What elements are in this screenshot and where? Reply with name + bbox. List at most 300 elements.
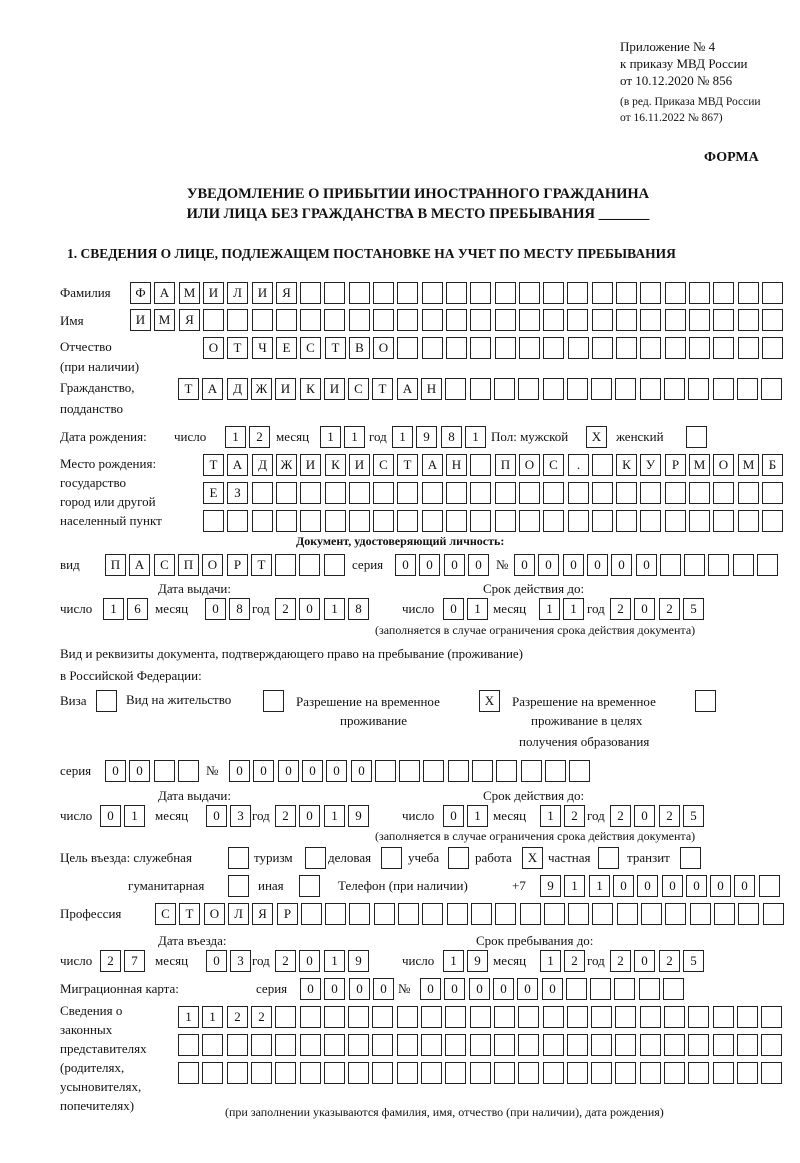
res-number-cell[interactable]	[472, 760, 493, 782]
id-valid-day-cell[interactable]: 1	[467, 598, 488, 620]
name-cell[interactable]	[252, 309, 273, 331]
entry-year-cell[interactable]: 1	[324, 950, 345, 972]
name-cell[interactable]	[373, 309, 394, 331]
citizenship-cell[interactable]: А	[397, 378, 418, 400]
phone-cell[interactable]: 0	[686, 875, 707, 897]
birth-place-1-cell[interactable]	[592, 454, 613, 476]
birth-day-cell[interactable]: 2	[249, 426, 270, 448]
citizenship-cell[interactable]	[640, 378, 661, 400]
patronymic-cell[interactable]: Ч	[252, 337, 273, 359]
reps-2-cell[interactable]	[761, 1034, 782, 1056]
reps-1-cell[interactable]	[713, 1006, 734, 1028]
birth-place-2-cell[interactable]	[422, 482, 443, 504]
birth-place-2-cell[interactable]	[640, 482, 661, 504]
entry-day-cell[interactable]: 2	[100, 950, 121, 972]
res-number-cell[interactable]	[545, 760, 566, 782]
id-issue-month-cell[interactable]: 8	[229, 598, 250, 620]
birth-year-cell[interactable]: 1	[465, 426, 486, 448]
name-cell[interactable]	[567, 309, 588, 331]
reps-3-cell[interactable]	[421, 1062, 442, 1084]
birth-place-2-cell[interactable]: Е	[203, 482, 224, 504]
citizenship-cell[interactable]	[494, 378, 515, 400]
birth-place-2-cell[interactable]	[397, 482, 418, 504]
citizenship-cell[interactable]	[761, 378, 782, 400]
birth-place-3-cell[interactable]	[495, 510, 516, 532]
birth-place-2-cell[interactable]	[495, 482, 516, 504]
stay-month-cell[interactable]: 2	[564, 950, 585, 972]
reps-3-cell[interactable]	[567, 1062, 588, 1084]
name-cell[interactable]: Я	[179, 309, 200, 331]
reps-1-cell[interactable]	[397, 1006, 418, 1028]
res-number-cell[interactable]	[521, 760, 542, 782]
mig-series-cell[interactable]: 0	[373, 978, 394, 1000]
reps-2-cell[interactable]	[178, 1034, 199, 1056]
profession-cell[interactable]	[349, 903, 370, 925]
reps-1-cell[interactable]	[761, 1006, 782, 1028]
phone-cell[interactable]: 0	[734, 875, 755, 897]
entry-year-cell[interactable]: 9	[348, 950, 369, 972]
reps-3-cell[interactable]	[615, 1062, 636, 1084]
birth-place-1-cell[interactable]: П	[495, 454, 516, 476]
reps-2-cell[interactable]	[372, 1034, 393, 1056]
id-kind-cell[interactable]	[299, 554, 320, 576]
mig-number-cell[interactable]	[614, 978, 635, 1000]
citizenship-cell[interactable]	[688, 378, 709, 400]
name-cell[interactable]	[543, 309, 564, 331]
reps-2-cell[interactable]	[543, 1034, 564, 1056]
reps-2-cell[interactable]	[713, 1034, 734, 1056]
entry-month-cell[interactable]: 0	[206, 950, 227, 972]
name-cell[interactable]	[203, 309, 224, 331]
id-issue-day-cell[interactable]: 6	[127, 598, 148, 620]
name-cell[interactable]: И	[130, 309, 151, 331]
id-kind-cell[interactable]: П	[105, 554, 126, 576]
birth-place-2-cell[interactable]	[446, 482, 467, 504]
citizenship-cell[interactable]	[543, 378, 564, 400]
birth-place-1-cell[interactable]: С	[543, 454, 564, 476]
surname-cell[interactable]: Л	[227, 282, 248, 304]
citizenship-cell[interactable]	[713, 378, 734, 400]
phone-cell[interactable]: 1	[589, 875, 610, 897]
profession-cell[interactable]: Л	[228, 903, 249, 925]
birth-place-2-cell[interactable]	[252, 482, 273, 504]
citizenship-cell[interactable]	[445, 378, 466, 400]
reps-3-cell[interactable]	[640, 1062, 661, 1084]
surname-cell[interactable]: И	[252, 282, 273, 304]
purpose-business-checkbox[interactable]	[381, 847, 402, 869]
id-number-cell[interactable]	[757, 554, 778, 576]
edu-permit-checkbox[interactable]	[695, 690, 716, 712]
reps-1-cell[interactable]	[543, 1006, 564, 1028]
birth-place-2-cell[interactable]	[713, 482, 734, 504]
reps-1-cell[interactable]	[591, 1006, 612, 1028]
patronymic-cell[interactable]	[640, 337, 661, 359]
res-number-cell[interactable]	[496, 760, 517, 782]
id-issue-year-cell[interactable]: 0	[299, 598, 320, 620]
birth-place-3-cell[interactable]	[446, 510, 467, 532]
id-series-cell[interactable]: 0	[395, 554, 416, 576]
reps-2-cell[interactable]	[591, 1034, 612, 1056]
id-issue-year-cell[interactable]: 2	[275, 598, 296, 620]
reps-2-cell[interactable]	[421, 1034, 442, 1056]
id-issue-month-cell[interactable]: 0	[205, 598, 226, 620]
res-number-cell[interactable]: 0	[229, 760, 250, 782]
birth-place-1-cell[interactable]: К	[616, 454, 637, 476]
reps-2-cell[interactable]	[615, 1034, 636, 1056]
birth-place-2-cell[interactable]	[665, 482, 686, 504]
profession-cell[interactable]	[738, 903, 759, 925]
id-valid-year-cell[interactable]: 5	[683, 598, 704, 620]
birth-place-1-cell[interactable]: Р	[665, 454, 686, 476]
reps-1-cell[interactable]	[275, 1006, 296, 1028]
mig-number-cell[interactable]: 0	[493, 978, 514, 1000]
temp-permit-checkbox[interactable]: X	[479, 690, 500, 712]
reps-2-cell[interactable]	[324, 1034, 345, 1056]
id-kind-cell[interactable]: А	[129, 554, 150, 576]
reps-2-cell[interactable]	[397, 1034, 418, 1056]
reps-3-cell[interactable]	[470, 1062, 491, 1084]
reps-2-cell[interactable]	[688, 1034, 709, 1056]
birth-place-1-cell[interactable]: Д	[252, 454, 273, 476]
reps-2-cell[interactable]	[348, 1034, 369, 1056]
reps-3-cell[interactable]	[688, 1062, 709, 1084]
reps-3-cell[interactable]	[372, 1062, 393, 1084]
patronymic-cell[interactable]	[397, 337, 418, 359]
profession-cell[interactable]: С	[155, 903, 176, 925]
id-valid-year-cell[interactable]: 0	[634, 598, 655, 620]
name-cell[interactable]	[446, 309, 467, 331]
patronymic-cell[interactable]	[689, 337, 710, 359]
reps-1-cell[interactable]	[324, 1006, 345, 1028]
reps-2-cell[interactable]	[737, 1034, 758, 1056]
res-series-cell[interactable]	[154, 760, 175, 782]
reps-3-cell[interactable]	[275, 1062, 296, 1084]
res-valid-year-cell[interactable]: 2	[610, 805, 631, 827]
surname-cell[interactable]: Я	[276, 282, 297, 304]
reps-3-cell[interactable]	[664, 1062, 685, 1084]
reps-1-cell[interactable]	[300, 1006, 321, 1028]
id-series-cell[interactable]: 0	[444, 554, 465, 576]
reps-2-cell[interactable]	[202, 1034, 223, 1056]
reps-3-cell[interactable]	[518, 1062, 539, 1084]
reps-1-cell[interactable]	[421, 1006, 442, 1028]
reps-2-cell[interactable]	[275, 1034, 296, 1056]
stay-year-cell[interactable]: 5	[683, 950, 704, 972]
birth-place-3-cell[interactable]	[203, 510, 224, 532]
surname-cell[interactable]: М	[179, 282, 200, 304]
birth-place-2-cell[interactable]	[738, 482, 759, 504]
surname-cell[interactable]	[713, 282, 734, 304]
reps-1-cell[interactable]	[737, 1006, 758, 1028]
reps-1-cell[interactable]	[372, 1006, 393, 1028]
res-number-cell[interactable]: 0	[351, 760, 372, 782]
name-cell[interactable]: М	[154, 309, 175, 331]
phone-cell[interactable]: 9	[540, 875, 561, 897]
citizenship-cell[interactable]	[664, 378, 685, 400]
mig-number-cell[interactable]: 0	[542, 978, 563, 1000]
birth-year-cell[interactable]: 9	[416, 426, 437, 448]
surname-cell[interactable]: Ф	[130, 282, 151, 304]
profession-cell[interactable]	[374, 903, 395, 925]
sex-female-checkbox[interactable]	[686, 426, 707, 448]
id-series-cell[interactable]: 0	[419, 554, 440, 576]
id-number-cell[interactable]: 0	[538, 554, 559, 576]
birth-place-3-cell[interactable]	[543, 510, 564, 532]
purpose-humanitarian-checkbox[interactable]	[228, 875, 249, 897]
citizenship-cell[interactable]: А	[202, 378, 223, 400]
surname-cell[interactable]	[470, 282, 491, 304]
reps-2-cell[interactable]	[251, 1034, 272, 1056]
name-cell[interactable]	[616, 309, 637, 331]
birth-place-2-cell[interactable]	[592, 482, 613, 504]
purpose-transit-checkbox[interactable]	[680, 847, 701, 869]
profession-cell[interactable]	[495, 903, 516, 925]
reps-3-cell[interactable]	[178, 1062, 199, 1084]
birth-place-1-cell[interactable]: И	[349, 454, 370, 476]
surname-cell[interactable]	[519, 282, 540, 304]
mig-series-cell[interactable]: 0	[300, 978, 321, 1000]
reps-3-cell[interactable]	[591, 1062, 612, 1084]
patronymic-cell[interactable]	[446, 337, 467, 359]
id-kind-cell[interactable]	[324, 554, 345, 576]
birth-month-cell[interactable]: 1	[320, 426, 341, 448]
res-number-cell[interactable]: 0	[278, 760, 299, 782]
reps-3-cell[interactable]	[494, 1062, 515, 1084]
surname-cell[interactable]	[689, 282, 710, 304]
id-kind-cell[interactable]: П	[178, 554, 199, 576]
stay-year-cell[interactable]: 2	[659, 950, 680, 972]
reps-2-cell[interactable]	[494, 1034, 515, 1056]
citizenship-cell[interactable]	[567, 378, 588, 400]
patronymic-cell[interactable]	[470, 337, 491, 359]
birth-place-3-cell[interactable]	[738, 510, 759, 532]
birth-place-1-cell[interactable]: Ж	[276, 454, 297, 476]
id-number-cell[interactable]	[660, 554, 681, 576]
stay-year-cell[interactable]: 2	[610, 950, 631, 972]
profession-cell[interactable]	[301, 903, 322, 925]
mig-number-cell[interactable]	[590, 978, 611, 1000]
birth-place-1-cell[interactable]: М	[738, 454, 759, 476]
birth-place-3-cell[interactable]	[397, 510, 418, 532]
patronymic-cell[interactable]	[616, 337, 637, 359]
phone-cell[interactable]: 0	[637, 875, 658, 897]
birth-place-3-cell[interactable]	[325, 510, 346, 532]
profession-cell[interactable]: Р	[277, 903, 298, 925]
patronymic-cell[interactable]	[495, 337, 516, 359]
res-valid-day-cell[interactable]: 1	[467, 805, 488, 827]
visa-checkbox[interactable]	[96, 690, 117, 712]
profession-cell[interactable]	[447, 903, 468, 925]
patronymic-cell[interactable]: Т	[325, 337, 346, 359]
name-cell[interactable]	[519, 309, 540, 331]
birth-month-cell[interactable]: 1	[344, 426, 365, 448]
reps-1-cell[interactable]	[688, 1006, 709, 1028]
name-cell[interactable]	[470, 309, 491, 331]
surname-cell[interactable]	[422, 282, 443, 304]
profession-cell[interactable]	[471, 903, 492, 925]
reps-3-cell[interactable]	[445, 1062, 466, 1084]
birth-place-3-cell[interactable]	[762, 510, 783, 532]
citizenship-cell[interactable]: Т	[372, 378, 393, 400]
birth-place-1-cell[interactable]: А	[227, 454, 248, 476]
surname-cell[interactable]	[616, 282, 637, 304]
name-cell[interactable]	[495, 309, 516, 331]
reps-1-cell[interactable]	[640, 1006, 661, 1028]
reps-1-cell[interactable]	[518, 1006, 539, 1028]
citizenship-cell[interactable]: Ж	[251, 378, 272, 400]
patronymic-cell[interactable]: О	[373, 337, 394, 359]
purpose-tourism-checkbox[interactable]	[305, 847, 326, 869]
id-number-cell[interactable]: 0	[611, 554, 632, 576]
id-kind-cell[interactable]: Т	[251, 554, 272, 576]
reps-2-cell[interactable]	[227, 1034, 248, 1056]
profession-cell[interactable]	[714, 903, 735, 925]
birth-place-3-cell[interactable]	[373, 510, 394, 532]
birth-place-1-cell[interactable]: А	[422, 454, 443, 476]
birth-place-1-cell[interactable]: М	[689, 454, 710, 476]
reps-3-cell[interactable]	[397, 1062, 418, 1084]
res-issue-year-cell[interactable]: 9	[348, 805, 369, 827]
reps-2-cell[interactable]	[300, 1034, 321, 1056]
surname-cell[interactable]	[495, 282, 516, 304]
birth-place-1-cell[interactable]: И	[300, 454, 321, 476]
reps-1-cell[interactable]	[664, 1006, 685, 1028]
reps-1-cell[interactable]: 1	[202, 1006, 223, 1028]
reps-1-cell[interactable]: 2	[227, 1006, 248, 1028]
reps-2-cell[interactable]	[445, 1034, 466, 1056]
profession-cell[interactable]	[592, 903, 613, 925]
patronymic-cell[interactable]: Е	[276, 337, 297, 359]
mig-number-cell[interactable]	[639, 978, 660, 1000]
reps-3-cell[interactable]	[202, 1062, 223, 1084]
citizenship-cell[interactable]: Т	[178, 378, 199, 400]
citizenship-cell[interactable]: Д	[227, 378, 248, 400]
residence-permit-checkbox[interactable]	[263, 690, 284, 712]
stay-day-cell[interactable]: 9	[467, 950, 488, 972]
birth-place-1-cell[interactable]: Б	[762, 454, 783, 476]
entry-year-cell[interactable]: 2	[275, 950, 296, 972]
res-valid-year-cell[interactable]: 2	[659, 805, 680, 827]
name-cell[interactable]	[738, 309, 759, 331]
res-issue-month-cell[interactable]: 3	[230, 805, 251, 827]
surname-cell[interactable]	[349, 282, 370, 304]
surname-cell[interactable]	[446, 282, 467, 304]
citizenship-cell[interactable]	[518, 378, 539, 400]
reps-3-cell[interactable]	[324, 1062, 345, 1084]
birth-place-1-cell[interactable]: Н	[446, 454, 467, 476]
profession-cell[interactable]: Я	[252, 903, 273, 925]
patronymic-cell[interactable]	[519, 337, 540, 359]
birth-place-3-cell[interactable]	[616, 510, 637, 532]
citizenship-cell[interactable]	[615, 378, 636, 400]
birth-place-1-cell[interactable]: Т	[203, 454, 224, 476]
purpose-work-checkbox[interactable]: X	[522, 847, 543, 869]
id-kind-cell[interactable]	[275, 554, 296, 576]
profession-cell[interactable]	[690, 903, 711, 925]
res-number-cell[interactable]: 0	[253, 760, 274, 782]
surname-cell[interactable]	[567, 282, 588, 304]
birth-place-3-cell[interactable]	[470, 510, 491, 532]
id-kind-cell[interactable]: Р	[227, 554, 248, 576]
sex-male-checkbox[interactable]: X	[586, 426, 607, 448]
stay-year-cell[interactable]: 0	[634, 950, 655, 972]
surname-cell[interactable]	[592, 282, 613, 304]
surname-cell[interactable]	[738, 282, 759, 304]
mig-series-cell[interactable]: 0	[349, 978, 370, 1000]
reps-2-cell[interactable]	[640, 1034, 661, 1056]
res-number-cell[interactable]	[448, 760, 469, 782]
id-issue-year-cell[interactable]: 1	[324, 598, 345, 620]
patronymic-cell[interactable]: С	[300, 337, 321, 359]
id-issue-year-cell[interactable]: 8	[348, 598, 369, 620]
birth-place-3-cell[interactable]	[252, 510, 273, 532]
reps-3-cell[interactable]	[227, 1062, 248, 1084]
id-number-cell[interactable]: 0	[587, 554, 608, 576]
name-cell[interactable]	[762, 309, 783, 331]
mig-number-cell[interactable]: 0	[469, 978, 490, 1000]
birth-place-3-cell[interactable]	[689, 510, 710, 532]
birth-place-3-cell[interactable]	[227, 510, 248, 532]
reps-2-cell[interactable]	[664, 1034, 685, 1056]
id-valid-year-cell[interactable]: 2	[659, 598, 680, 620]
birth-place-3-cell[interactable]	[640, 510, 661, 532]
surname-cell[interactable]	[640, 282, 661, 304]
name-cell[interactable]	[689, 309, 710, 331]
id-kind-cell[interactable]: О	[202, 554, 223, 576]
citizenship-cell[interactable]: Н	[421, 378, 442, 400]
reps-1-cell[interactable]	[348, 1006, 369, 1028]
res-number-cell[interactable]: 0	[302, 760, 323, 782]
reps-3-cell[interactable]	[300, 1062, 321, 1084]
reps-1-cell[interactable]	[567, 1006, 588, 1028]
birth-place-2-cell[interactable]	[470, 482, 491, 504]
reps-2-cell[interactable]	[470, 1034, 491, 1056]
birth-place-2-cell[interactable]	[349, 482, 370, 504]
mig-number-cell[interactable]	[566, 978, 587, 1000]
profession-cell[interactable]: О	[204, 903, 225, 925]
purpose-study-checkbox[interactable]	[448, 847, 469, 869]
reps-3-cell[interactable]	[543, 1062, 564, 1084]
reps-3-cell[interactable]	[761, 1062, 782, 1084]
res-issue-month-cell[interactable]: 0	[206, 805, 227, 827]
reps-2-cell[interactable]	[567, 1034, 588, 1056]
id-valid-month-cell[interactable]: 1	[539, 598, 560, 620]
birth-place-2-cell[interactable]	[325, 482, 346, 504]
res-issue-year-cell[interactable]: 0	[299, 805, 320, 827]
res-issue-day-cell[interactable]: 0	[100, 805, 121, 827]
surname-cell[interactable]	[543, 282, 564, 304]
id-valid-month-cell[interactable]: 1	[563, 598, 584, 620]
patronymic-cell[interactable]	[592, 337, 613, 359]
patronymic-cell[interactable]: Т	[227, 337, 248, 359]
id-number-cell[interactable]	[708, 554, 729, 576]
res-issue-year-cell[interactable]: 1	[324, 805, 345, 827]
birth-place-1-cell[interactable]: Т	[397, 454, 418, 476]
res-valid-year-cell[interactable]: 5	[683, 805, 704, 827]
surname-cell[interactable]	[324, 282, 345, 304]
surname-cell[interactable]	[762, 282, 783, 304]
reps-3-cell[interactable]	[713, 1062, 734, 1084]
birth-year-cell[interactable]: 1	[392, 426, 413, 448]
reps-1-cell[interactable]: 1	[178, 1006, 199, 1028]
birth-place-2-cell[interactable]	[616, 482, 637, 504]
id-valid-year-cell[interactable]: 2	[610, 598, 631, 620]
res-number-cell[interactable]: 0	[326, 760, 347, 782]
mig-number-cell[interactable]: 0	[517, 978, 538, 1000]
entry-day-cell[interactable]: 7	[124, 950, 145, 972]
res-number-cell[interactable]	[399, 760, 420, 782]
patronymic-cell[interactable]	[568, 337, 589, 359]
